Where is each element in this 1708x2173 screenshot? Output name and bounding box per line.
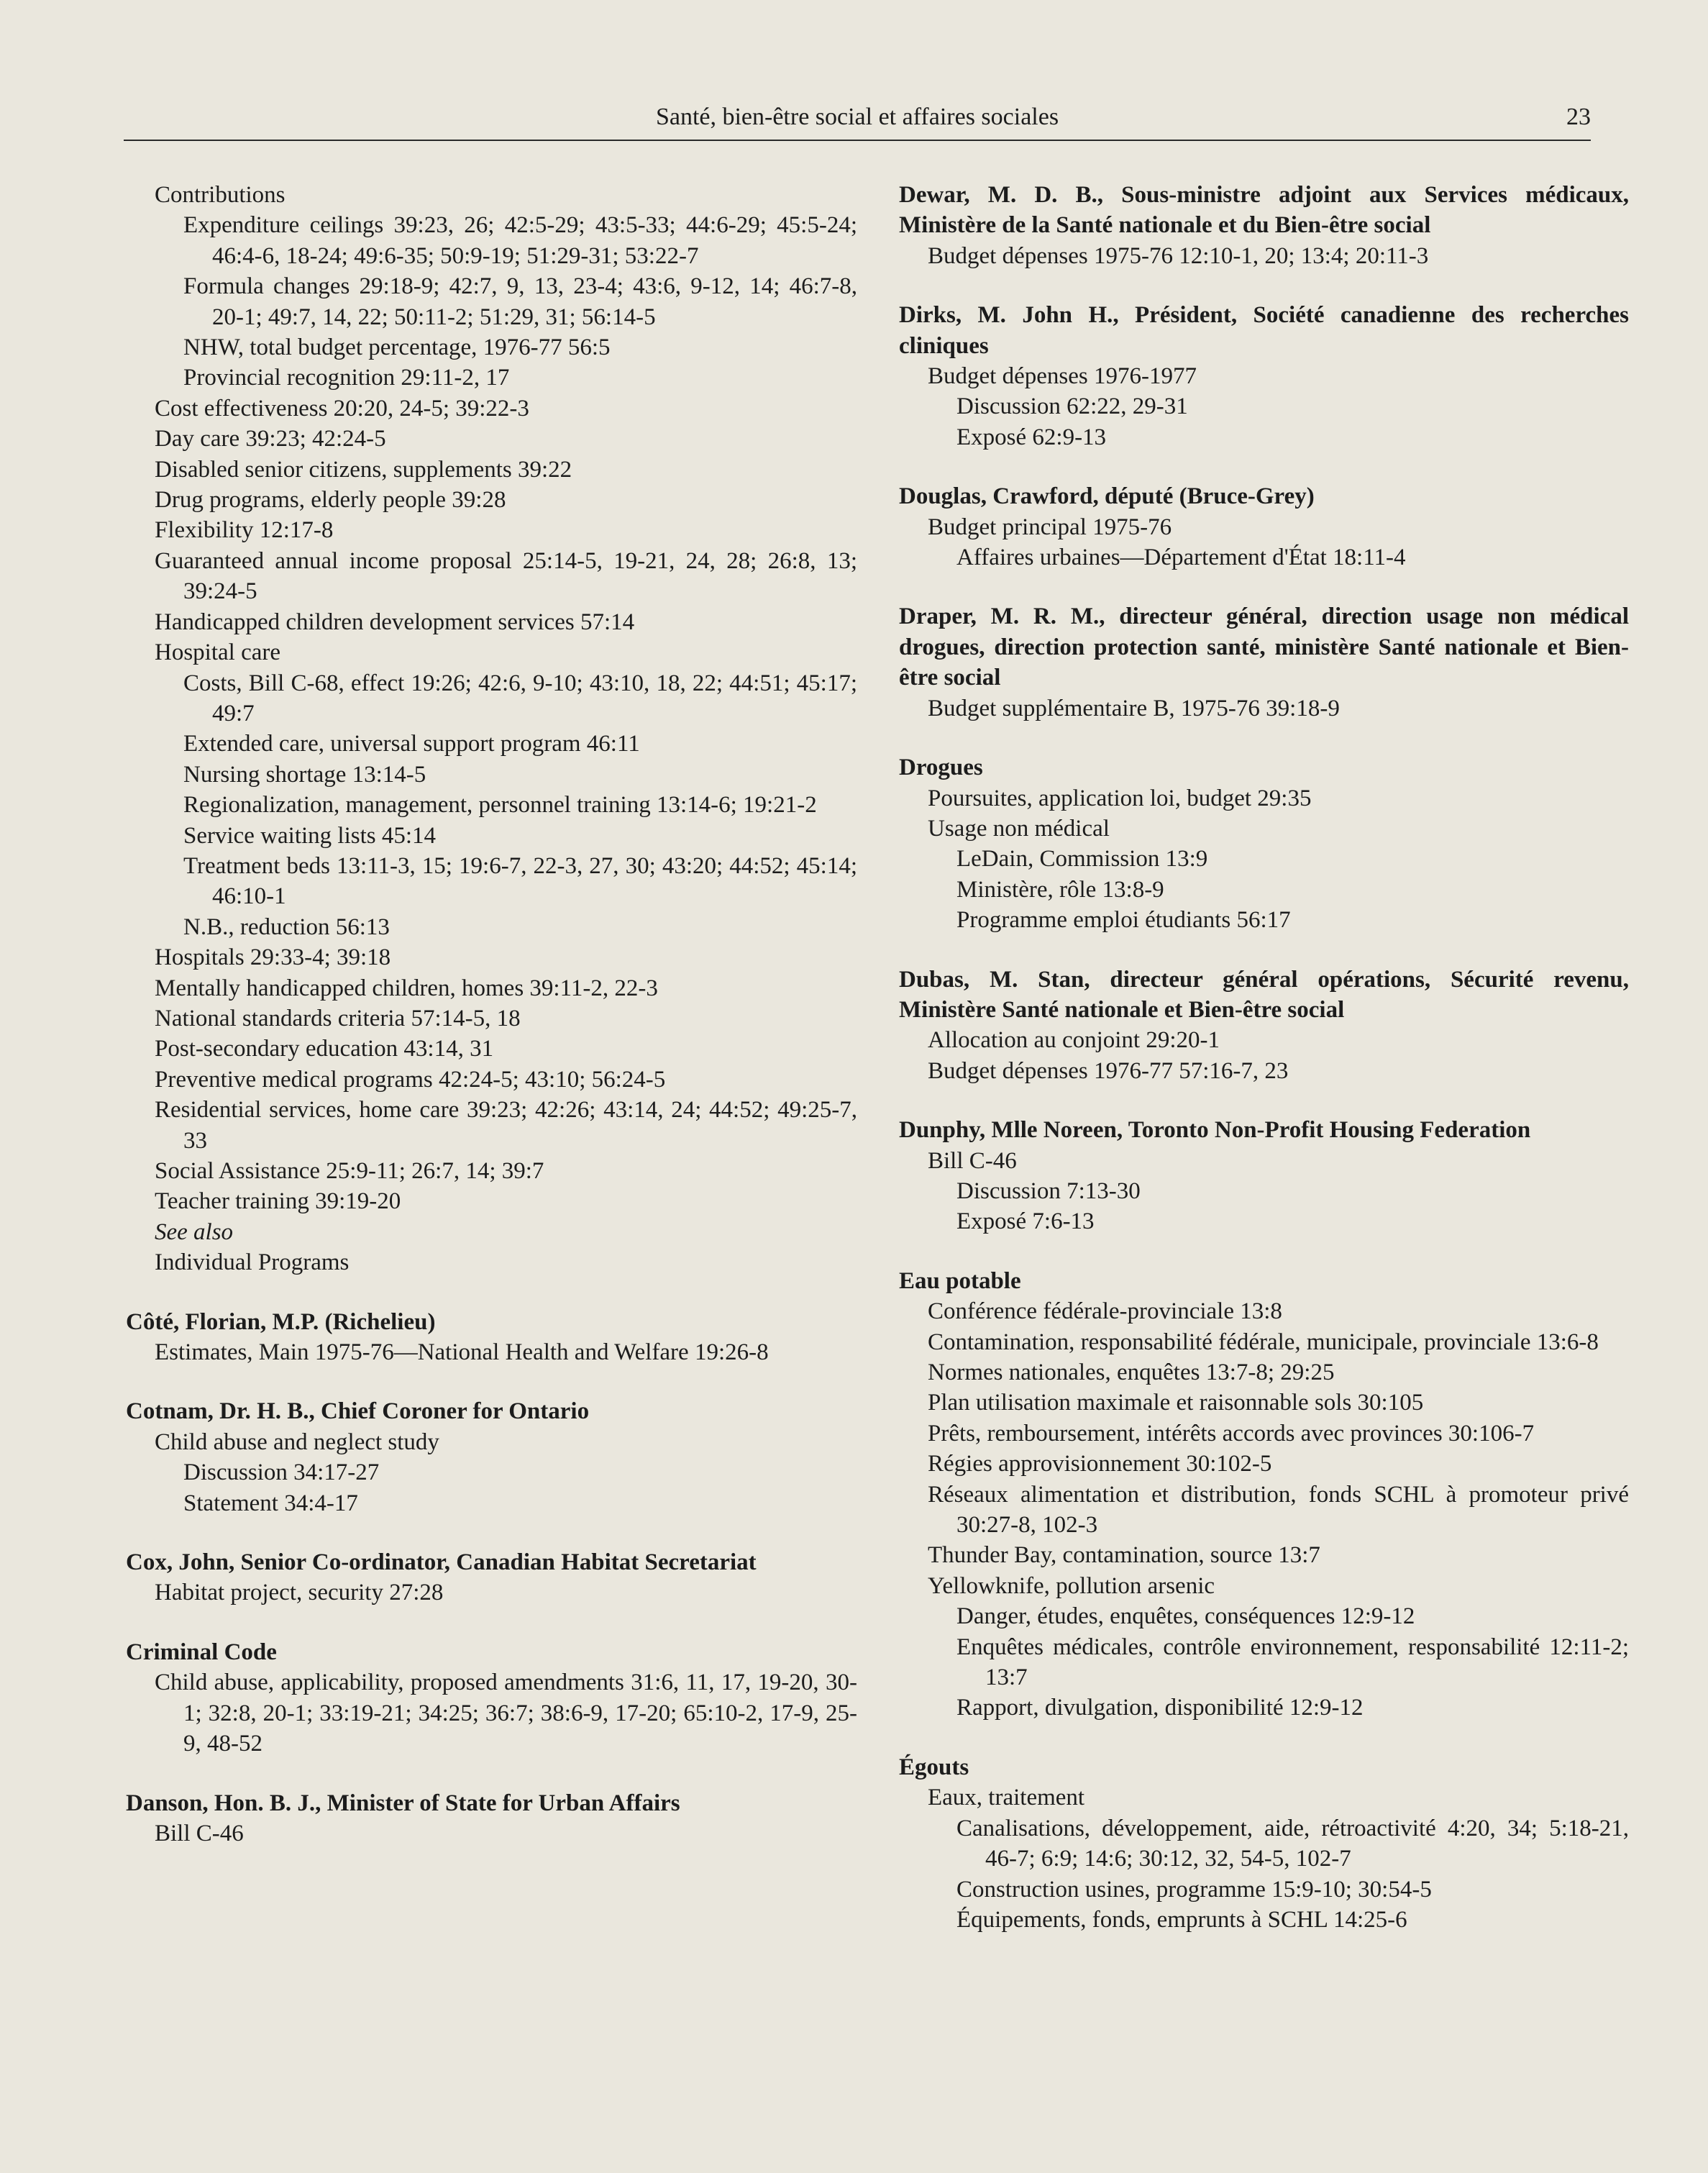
index-subentry: Réseaux alimentation et distribution, fonds SCHL à promoteur privé 30:27-8, 102-3 (928, 1481, 1629, 1539)
index-subentry: Normes nationales, enquêtes 13:7-8; 29:25 (928, 1359, 1335, 1385)
entry-heading: Dubas, M. Stan, directeur général opérations, Sécurité revenu, Ministère Santé nationale et Bien-être social (899, 966, 1629, 1023)
index-subentry: Ministère, rôle 13:8-9 (956, 876, 1164, 903)
index-subentry: Discussion 62:22, 29-31 (956, 393, 1188, 420)
index-subentry: Allocation au conjoint 29:20-1 (928, 1027, 1220, 1054)
index-subentry: Cost effectiveness 20:20, 24-5; 39:22-3 (155, 395, 529, 422)
index-subentry: Child abuse and neglect study (155, 1429, 439, 1455)
index-subentry: Hospitals 29:33-4; 39:18 (155, 944, 391, 971)
index-subentry: Mentally handicapped children, homes 39:11-2, 22-3 (155, 975, 658, 1001)
entry-heading: Égouts (899, 1754, 969, 1780)
index-entry (899, 1115, 1629, 1237)
index-subentry: Yellowknife, pollution arsenic (928, 1572, 1215, 1599)
index-entry (899, 481, 1629, 573)
index-subentry: Child abuse, applicability, proposed amendments 31:6, 11, 17, 19-20, 30-1; 32:8, 20-1; 33:19-21; 34:25; 36:7; 38:6-9, 17-20; 65:10-2, 17-9, 25-9, 48-52 (155, 1669, 857, 1757)
index-subentry: Conférence fédérale-provinciale 13:8 (928, 1298, 1282, 1325)
index-subentry: Programme emploi étudiants 56:17 (956, 907, 1291, 934)
index-entry (899, 1266, 1629, 1723)
index-subentry: Estimates, Main 1975-76—National Health and Welfare 19:26-8 (155, 1339, 769, 1366)
index-subentry: Thunder Bay, contamination, source 13:7 (928, 1542, 1320, 1569)
index-subentry: Service waiting lists 45:14 (183, 822, 437, 849)
index-entry (899, 300, 1629, 452)
index-subentry: Prêts, remboursement, intérêts accords avec provinces 30:106-7 (928, 1420, 1535, 1447)
index-entry (126, 1547, 857, 1608)
index-subentry: Danger, études, enquêtes, conséquences 12:9-12 (956, 1603, 1415, 1630)
index-subentry: N.B., reduction 56:13 (183, 914, 390, 940)
index-entry (899, 1752, 1629, 1935)
running-title: Santé, bien-être social et affaires sociales (655, 104, 1059, 130)
index-subentry: Budget supplémentaire B, 1975-76 39:18-9 (928, 695, 1340, 721)
index-subentry: Usage non médical (928, 815, 1110, 842)
index-subentry: See also (155, 1218, 234, 1245)
index-subentry: Équipements, fonds, emprunts à SCHL 14:25-6 (956, 1906, 1407, 1933)
index-entry (899, 752, 1629, 935)
index-subentry: Budget dépenses 1976-77 57:16-7, 23 (928, 1057, 1289, 1084)
entry-heading: Criminal Code (126, 1639, 277, 1665)
index-entry (126, 1788, 857, 1849)
index-subentry: LeDain, Commission 13:9 (956, 846, 1208, 873)
index-subentry: Provincial recognition 29:11-2, 17 (183, 365, 510, 391)
index-subentry: Nursing shortage 13:14-5 (183, 761, 426, 788)
index-subentry: Canalisations, développement, aide, rétroactivité 4:20, 34; 5:18-21, 46-7; 6:9; 14:6; 30:12, 32, 54-5, 102-7 (956, 1815, 1629, 1872)
index-subentry: Rapport, divulgation, disponibilité 12:9-12 (956, 1695, 1364, 1721)
entry-heading: Drogues (899, 755, 983, 781)
index-subentry: Formula changes 29:18-9; 42:7, 9, 13, 23-4; 43:6, 9-12, 14; 46:7-8, 20-1; 49:7, 14, 22; 50:11-2; 51:29, 31; 56:14-5 (183, 273, 857, 330)
index-entry (126, 1396, 857, 1518)
index-subentry: Budget dépenses 1975-76 12:10-1, 20; 13:4; 20:11-3 (928, 242, 1429, 269)
index-subentry: Affaires urbaines—Département d'État 18:11-4 (956, 545, 1406, 571)
entry-heading: Danson, Hon. B. J., Minister of State for Urban Affairs (126, 1790, 680, 1816)
index-subentry: Individual Programs (155, 1249, 350, 1276)
index-subentry: Bill C-46 (155, 1820, 244, 1846)
left-column (126, 180, 857, 1877)
index-subentry: Discussion 34:17-27 (183, 1459, 380, 1486)
index-subentry: Statement 34:4-17 (183, 1490, 358, 1516)
index-subentry: Social Assistance 25:9-11; 26:7, 14; 39:7 (155, 1158, 544, 1184)
index-subentry: Day care 39:23; 42:24-5 (155, 426, 386, 452)
index-entry (126, 180, 857, 1278)
index-subentry: Drug programs, elderly people 39:28 (155, 487, 506, 514)
right-column (899, 180, 1629, 1964)
entry-heading: Dirks, M. John H., Président, Société canadienne des recherches cliniques (899, 302, 1629, 359)
index-subentry: Habitat project, security 27:28 (155, 1580, 444, 1606)
index-entry (126, 1307, 857, 1368)
index-entry (899, 180, 1629, 271)
index-subentry: Contamination, responsabilité fédérale, municipale, provinciale 13:6-8 (928, 1329, 1599, 1355)
index-subentry: Treatment beds 13:11-3, 15; 19:6-7, 22-3, 27, 30; 43:20; 44:52; 45:14; 46:10-1 (183, 852, 857, 910)
index-subentry: Exposé 7:6-13 (956, 1208, 1095, 1235)
index-subentry: Budget dépenses 1976-1977 (928, 363, 1197, 390)
index-entry (899, 601, 1629, 724)
index-subentry: Extended care, universal support program 46:11 (183, 731, 640, 757)
entry-heading: Cotnam, Dr. H. B., Chief Coroner for Ontario (126, 1398, 590, 1425)
index-subentry: Disabled senior citizens, supplements 39:22 (155, 456, 572, 483)
index-subentry: Poursuites, application loi, budget 29:35 (928, 785, 1312, 811)
entry-heading: Côté, Florian, M.P. (Richelieu) (126, 1308, 436, 1335)
index-subentry: Plan utilisation maximale et raisonnable sols 30:105 (928, 1390, 1424, 1416)
index-subentry: Flexibility 12:17-8 (155, 517, 334, 544)
entry-heading: Draper, M. R. M., directeur général, direction usage non médical drogues, direction protection santé, ministère Santé nationale et Bien-être social (899, 603, 1629, 691)
index-subentry: Costs, Bill C-68, effect 19:26; 42:6, 9-10; 43:10, 18, 22; 44:51; 45:17; 49:7 (183, 670, 857, 726)
index-subentry: Handicapped children development services 57:14 (155, 609, 635, 635)
entry-heading: Dunphy, Mlle Noreen, Toronto Non-Profit Housing Federation (899, 1117, 1531, 1144)
index-subentry: Preventive medical programs 42:24-5; 43:10; 56:24-5 (155, 1066, 666, 1093)
index-subentry: NHW, total budget percentage, 1976-77 56:5 (183, 334, 611, 361)
index-entry (126, 1637, 857, 1759)
index-subentry: Regionalization, management, personnel training 13:14-6; 19:21-2 (183, 792, 817, 819)
index-subentry: Régies approvisionnement 30:102-5 (928, 1451, 1272, 1477)
index-subentry: Budget principal 1975-76 (928, 514, 1172, 540)
index-subentry: Residential services, home care 39:23; 42:26; 43:14, 24; 44:52; 49:25-7, 33 (155, 1097, 857, 1154)
index-subentry: Enquêtes médicales, contrôle environnement, responsabilité 12:11-2; 13:7 (956, 1634, 1629, 1691)
index-subentry: Bill C-46 (928, 1147, 1017, 1174)
entry-heading: Douglas, Crawford, député (Bruce-Grey) (899, 483, 1315, 510)
index-subentry: Contributions (155, 182, 286, 208)
index-subentry: Guaranteed annual income proposal 25:14-5, 19-21, 24, 28; 26:8, 13; 39:24-5 (155, 547, 857, 605)
entry-heading: Dewar, M. D. B., Sous-ministre adjoint aux Services médicaux, Ministère de la Santé nationale et du Bien-être social (899, 182, 1629, 239)
index-subentry: Eaux, traitement (928, 1785, 1085, 1811)
index-subentry: Expenditure ceilings 39:23, 26; 42:5-29; 43:5-33; 44:6-29; 45:5-24; 46:4-6, 18-24; 49:6-35; 50:9-19; 51:29-31; 53:22-7 (183, 212, 857, 269)
entry-heading: Eau potable (899, 1267, 1021, 1294)
index-subentry: Exposé 62:9-13 (956, 424, 1107, 450)
index-subentry: National standards criteria 57:14-5, 18 (155, 1005, 521, 1031)
page-number: 23 (1566, 104, 1591, 130)
entry-heading: Cox, John, Senior Co-ordinator, Canadian Habitat Secretariat (126, 1549, 757, 1576)
index-subentry: Post-secondary education 43:14, 31 (155, 1036, 494, 1062)
index-subentry: Teacher training 39:19-20 (155, 1188, 401, 1215)
page-header (124, 99, 1591, 141)
index-subentry: Construction usines, programme 15:9-10; 30:54-5 (956, 1876, 1432, 1903)
index-subentry: Hospital care (155, 639, 281, 666)
index-subentry: Discussion 7:13-30 (956, 1177, 1141, 1204)
index-entry (899, 965, 1629, 1087)
